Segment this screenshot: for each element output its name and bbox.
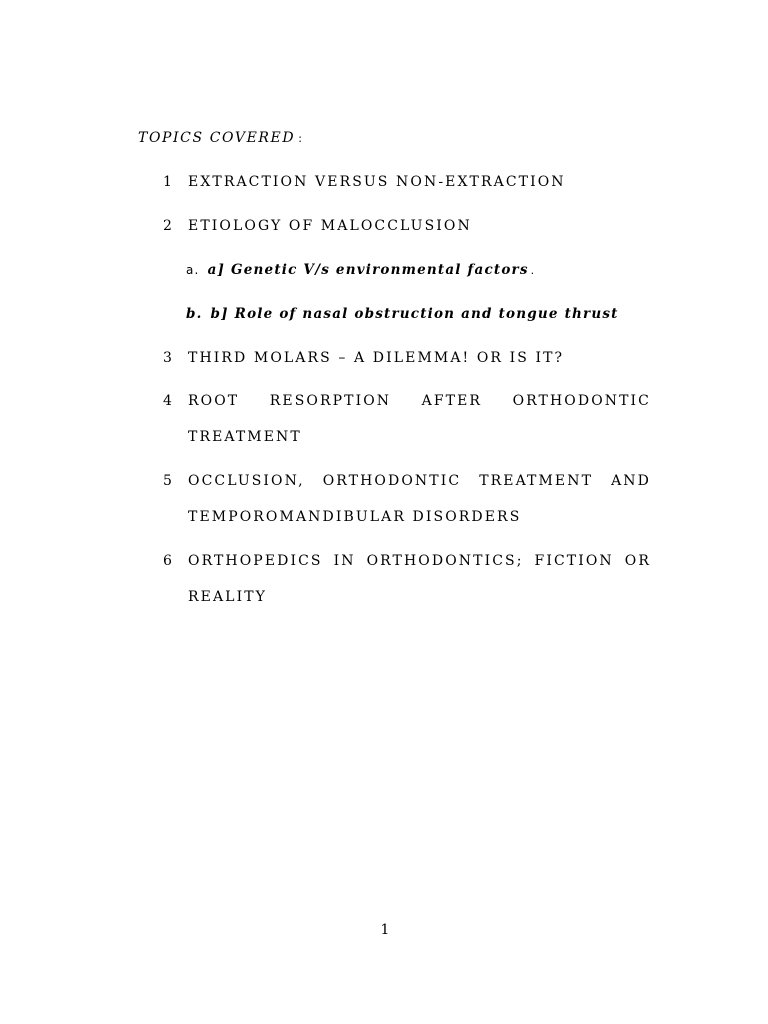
item-number-4: 4: [163, 393, 173, 409]
page-number: 1: [380, 922, 390, 938]
subtopic-a: [186, 262, 535, 278]
subtopic-a-marker: a.: [186, 263, 200, 277]
subtopic-a-period: .: [530, 264, 536, 277]
section-heading: [138, 130, 304, 146]
subtopic-b-text: b] Role of nasal obstruction and tongue thrust: [210, 306, 619, 322]
topic-item-4-line-2: TREATMENT: [188, 429, 302, 445]
topic-item-1: EXTRACTION VERSUS NON-EXTRACTION: [188, 174, 566, 190]
topic-item-4-line-1: ROOT RESORPTION AFTER ORTHODONTIC: [188, 393, 651, 409]
subtopic-a-text: a] Genetic V/s environmental factors: [207, 262, 529, 278]
topic-item-5-line-2: TEMPOROMANDIBULAR DISORDERS: [188, 509, 522, 525]
topic-item-3: THIRD MOLARS – A DILEMMA! OR IS IT?: [188, 350, 565, 366]
item-number-2: 2: [163, 218, 173, 234]
item-number-3: 3: [163, 350, 173, 366]
subtopic-b: [186, 306, 619, 322]
item-number-6: 6: [163, 553, 173, 569]
item-number-5: 5: [163, 473, 173, 489]
item-number-1: 1: [163, 174, 173, 190]
topic-item-6-line-1: ORTHOPEDICS IN ORTHODONTICS; FICTION OR: [188, 553, 651, 569]
subtopic-b-marker: b.: [186, 306, 203, 322]
topic-item-6-line-2: REALITY: [188, 589, 267, 605]
topic-item-2: ETIOLOGY OF MALOCCLUSION: [188, 218, 472, 234]
topic-item-5-line-1: OCCLUSION, ORTHODONTIC TREATMENT AND: [188, 473, 651, 489]
heading-colon: :: [298, 132, 304, 145]
heading-text: TOPICS COVERED: [138, 130, 296, 146]
